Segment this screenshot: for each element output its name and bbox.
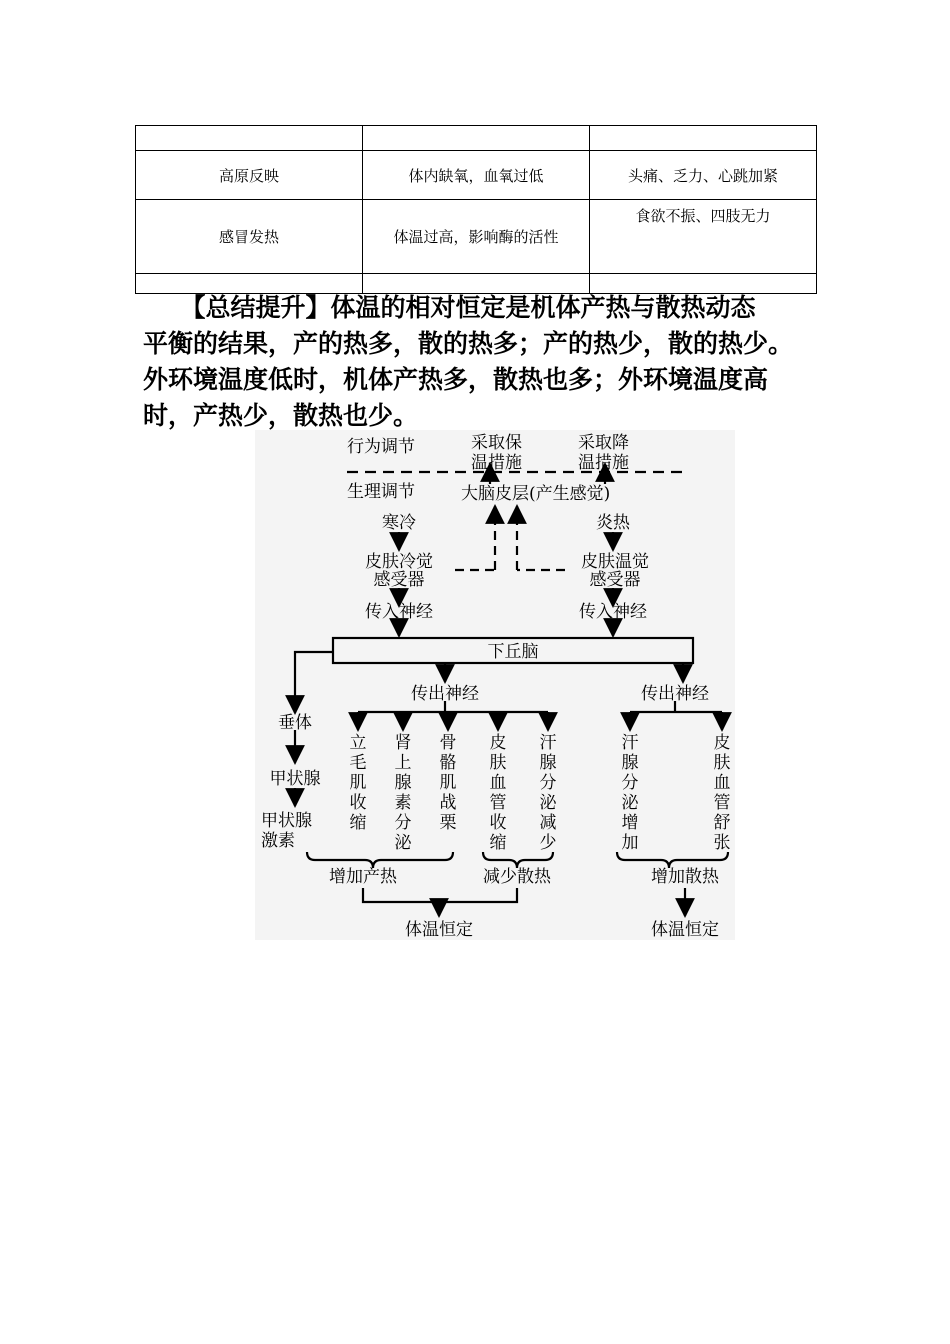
hot-effect-text: 血 bbox=[713, 773, 731, 793]
cold-effect-text: 肌 bbox=[439, 773, 457, 793]
warm-receptor-label: 感受器 bbox=[589, 570, 641, 590]
cold-effect-text: 素 bbox=[394, 793, 412, 813]
hot-effect-text: 汗 bbox=[621, 733, 639, 753]
summary-line: 外环境温度低时，机体产热多，散热也多；外环境温度高 bbox=[143, 365, 769, 394]
stable-temperature-label: 体温恒定 bbox=[405, 920, 473, 940]
summary-line: 【总结提升】体温的相对恒定是机体产热与散热动态 bbox=[143, 293, 756, 322]
cool-measures-label: 温措施 bbox=[578, 453, 629, 473]
cold-effect-text: 分 bbox=[539, 773, 557, 793]
hot-effect-text: 皮 bbox=[713, 733, 731, 753]
summary-paragraph bbox=[143, 290, 813, 434]
afferent-nerve-label: 传入神经 bbox=[365, 602, 433, 622]
cold-label: 寒冷 bbox=[382, 513, 416, 533]
cortex-label: 大脑皮层(产生感觉) bbox=[461, 484, 611, 504]
table-row bbox=[136, 126, 817, 151]
warm-measures-label: 采取保 bbox=[471, 433, 522, 453]
summary-line: 平衡的结果，产的热多，散的热多；产的热少，散的热少。 bbox=[143, 329, 794, 358]
hot-effect-text: 张 bbox=[713, 833, 731, 853]
thermoregulation-diagram bbox=[255, 430, 735, 940]
hot-effect-text: 肤 bbox=[713, 753, 731, 773]
cold-effect-text: 肤 bbox=[489, 753, 507, 773]
physio-label: 生理调节 bbox=[347, 482, 415, 502]
afferent-nerve-label: 传入神经 bbox=[579, 602, 647, 622]
stable-temperature-label: 体温恒定 bbox=[651, 920, 719, 940]
cold-effect-text: 肾 bbox=[394, 733, 412, 753]
thyroid-hormone-label: 激素 bbox=[261, 831, 295, 851]
cold-effect-text: 汗 bbox=[539, 733, 557, 753]
reduce-loss-label: 减少散热 bbox=[483, 867, 551, 887]
table-cell: 体温过高，影响酶的活性 bbox=[363, 200, 590, 274]
table-cell: 头痛、乏力、心跳加紧 bbox=[590, 151, 817, 200]
table-cell bbox=[136, 126, 363, 151]
cold-effect-text: 腺 bbox=[394, 773, 412, 793]
cold-effect-text: 毛 bbox=[349, 753, 367, 773]
warm-measures-label: 温措施 bbox=[471, 453, 522, 473]
hot-effect-text: 舒 bbox=[713, 813, 731, 833]
cold-effect-text: 管 bbox=[489, 793, 507, 813]
pituitary-label: 垂体 bbox=[278, 713, 312, 733]
efferent-nerve-label: 传出神经 bbox=[641, 684, 709, 704]
cold-effect-text: 缩 bbox=[349, 813, 367, 833]
cold-effect-text: 泌 bbox=[394, 833, 412, 853]
cool-measures-label: 采取降 bbox=[578, 433, 629, 453]
increase-loss-label: 增加散热 bbox=[651, 867, 719, 887]
table-cell bbox=[590, 126, 817, 151]
cold-receptor-label: 感受器 bbox=[373, 570, 425, 590]
hot-effect-text: 加 bbox=[621, 833, 639, 853]
cold-effect-text: 缩 bbox=[489, 833, 507, 853]
cold-effect-text: 战 bbox=[439, 793, 457, 813]
cold-effect-text: 骼 bbox=[439, 753, 457, 773]
cold-effect-text: 收 bbox=[489, 813, 507, 833]
cold-effect-text: 少 bbox=[539, 833, 557, 853]
cold-effect-text: 腺 bbox=[539, 753, 557, 773]
hot-effect-text: 增 bbox=[621, 813, 639, 833]
summary-line: 时，产热少，散热也少。 bbox=[143, 401, 419, 430]
cold-receptor-label: 皮肤冷觉 bbox=[365, 552, 433, 572]
cold-effect-text: 收 bbox=[349, 793, 367, 813]
hot-effect-text: 管 bbox=[713, 793, 731, 813]
warm-receptor-label: 皮肤温觉 bbox=[581, 552, 649, 572]
hypothalamus-label: 下丘脑 bbox=[487, 642, 539, 662]
cold-effect-text: 皮 bbox=[489, 733, 507, 753]
increase-heat-label: 增加产热 bbox=[329, 867, 397, 887]
thyroid-label: 甲状腺 bbox=[269, 769, 321, 789]
cold-effect-text: 血 bbox=[489, 773, 507, 793]
cold-effect-text: 上 bbox=[394, 753, 412, 773]
symptom-table bbox=[135, 125, 817, 294]
cold-effect-text: 立 bbox=[349, 733, 367, 753]
efferent-nerve-label: 传出神经 bbox=[411, 684, 479, 704]
table-row bbox=[136, 151, 817, 200]
cold-effect-text: 栗 bbox=[439, 813, 457, 833]
hot-effect-text: 泌 bbox=[621, 793, 639, 813]
table-cell bbox=[363, 126, 590, 151]
thyroid-hormone-label: 甲状腺 bbox=[261, 811, 312, 831]
cold-effect-text: 分 bbox=[394, 813, 412, 833]
table-cell: 高原反映 bbox=[136, 151, 363, 200]
table-cell: 食欲不振、四肢无力 bbox=[590, 200, 817, 274]
hot-effect-text: 腺 bbox=[621, 753, 639, 773]
cold-effect-text: 泌 bbox=[539, 793, 557, 813]
hot-effect-text: 分 bbox=[621, 773, 639, 793]
cold-effect-text: 减 bbox=[539, 813, 557, 833]
table-cell: 体内缺氧，血氧过低 bbox=[363, 151, 590, 200]
hot-label: 炎热 bbox=[596, 513, 630, 533]
table-cell: 感冒发热 bbox=[136, 200, 363, 274]
cold-effect-text: 骨 bbox=[439, 733, 457, 753]
cold-effect-text: 肌 bbox=[349, 773, 367, 793]
behavior-label: 行为调节 bbox=[347, 437, 415, 457]
table-row bbox=[136, 200, 817, 274]
